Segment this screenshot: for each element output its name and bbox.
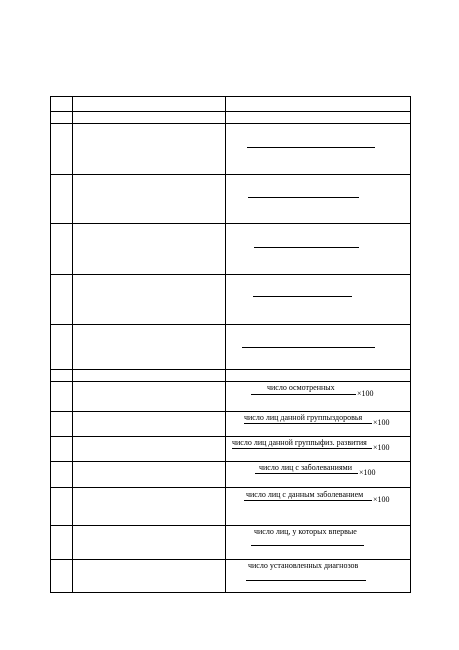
formula-numerator: число лиц данной группыфиз. развития (232, 438, 367, 447)
formula-numerator: число осмотренных (267, 383, 335, 392)
fraction-line (251, 394, 356, 395)
fraction-line (253, 296, 352, 297)
formula-multiplier: ×100 (373, 443, 390, 452)
formula-numerator: число лиц с заболеваниями (259, 463, 352, 472)
row-divider (51, 369, 410, 370)
formula-multiplier: ×100 (373, 495, 390, 504)
indicator-table (50, 96, 411, 593)
row-divider (51, 324, 410, 325)
fraction-line (248, 197, 359, 198)
formula-multiplier: ×100 (359, 468, 376, 477)
fraction-line (254, 247, 359, 248)
row-divider (51, 525, 410, 526)
row-divider (51, 223, 410, 224)
row-divider (51, 461, 410, 462)
fraction-line (242, 347, 375, 348)
fraction-line (244, 500, 372, 501)
row-divider (51, 274, 410, 275)
formula-numerator: число лиц с данным заболеванием (246, 490, 364, 499)
column-divider-number (72, 97, 73, 592)
row-divider (51, 487, 410, 488)
row-divider (51, 411, 410, 412)
fraction-line (244, 423, 372, 424)
formula-numerator: число установленных диагнозов (248, 561, 359, 570)
fraction-line (251, 545, 364, 546)
fraction-line (247, 147, 375, 148)
fraction-line (232, 448, 372, 449)
row-divider (51, 174, 410, 175)
formula-multiplier: ×100 (373, 418, 390, 427)
column-divider-formula (225, 97, 226, 592)
row-divider (51, 559, 410, 560)
fraction-line (255, 473, 358, 474)
formula-multiplier: ×100 (357, 389, 374, 398)
formula-numerator: число лиц, у которых впервые (254, 527, 357, 536)
row-divider (51, 436, 410, 437)
row-divider (51, 111, 410, 112)
row-divider (51, 381, 410, 382)
row-divider (51, 123, 410, 124)
formula-numerator: число лиц данной группыздоровья (244, 413, 363, 422)
fraction-line (246, 580, 366, 581)
